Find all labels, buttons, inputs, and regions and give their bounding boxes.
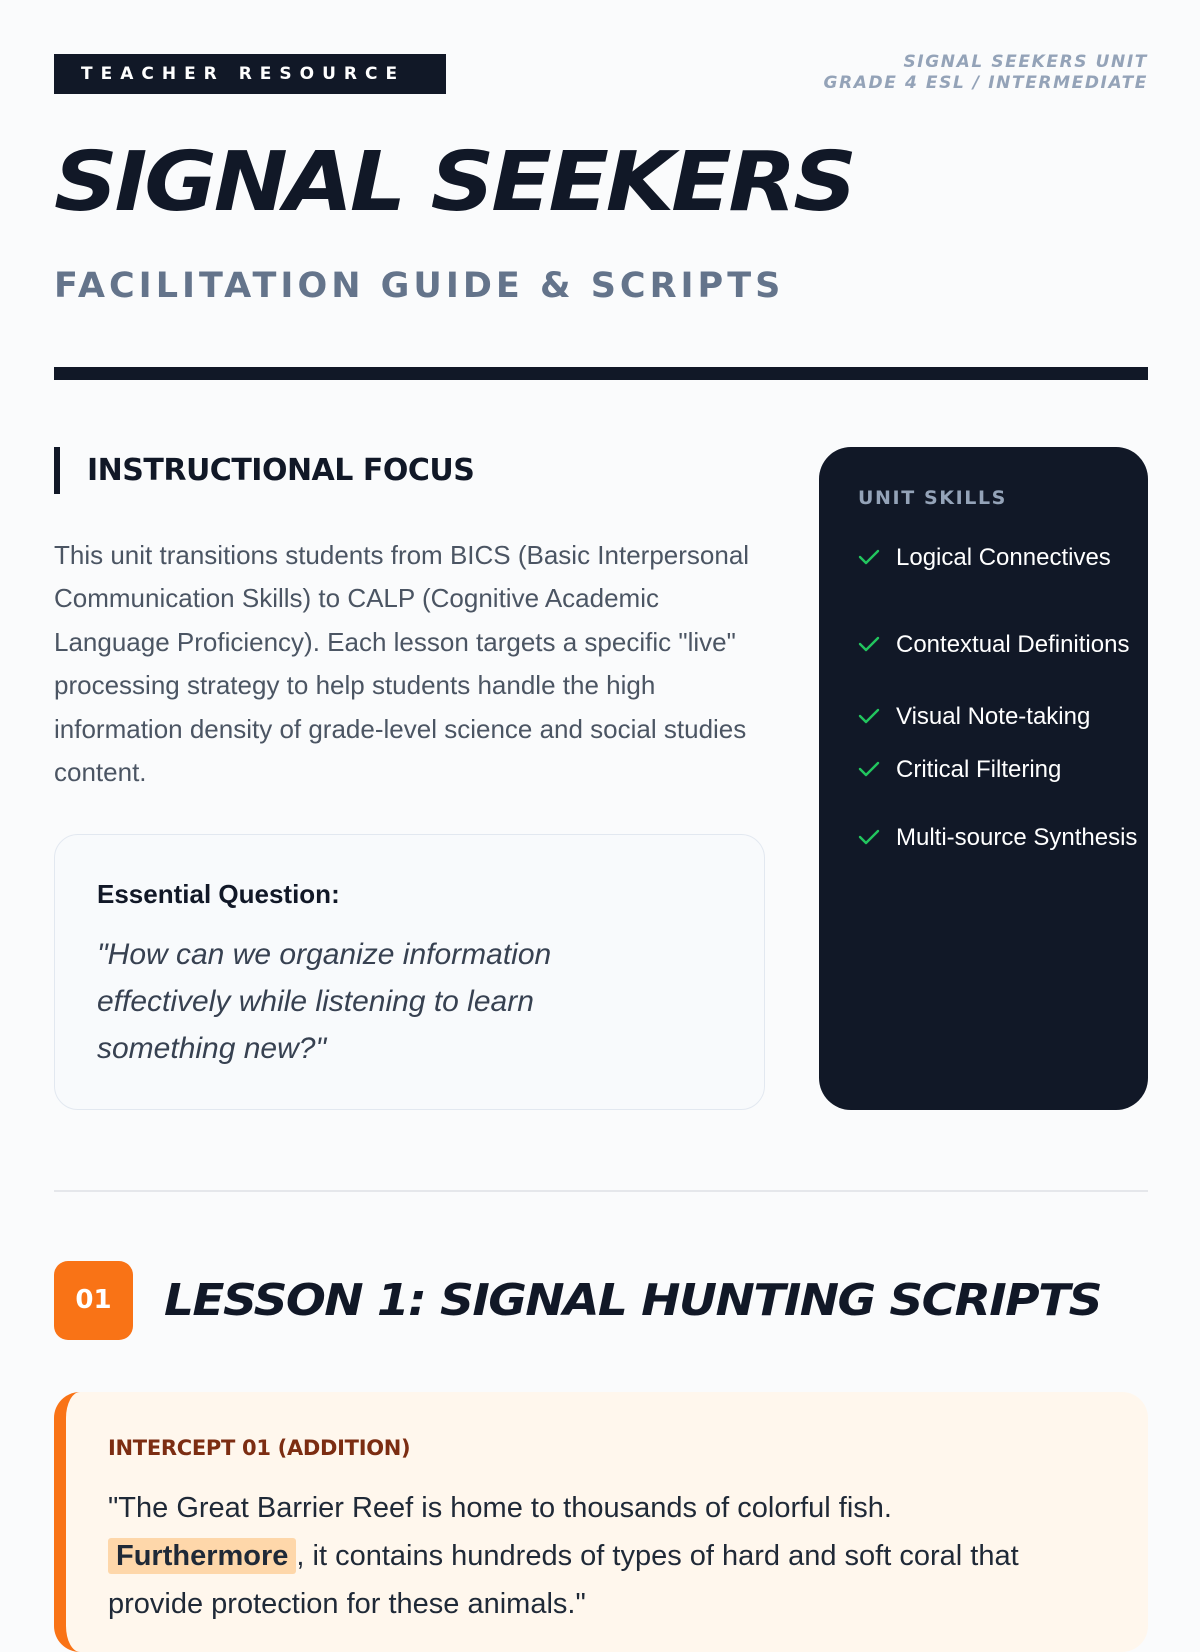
page-subtitle: FACILITATION GUIDE & SCRIPTS (54, 266, 785, 306)
check-icon (858, 758, 888, 782)
unit-grade: GRADE 4 ESL / INTERMEDIATE (823, 73, 1148, 93)
skill-item (858, 821, 1138, 855)
intercept-text-after: , it contains hundreds of types of hard and soft coral that provide protection for these animals." (108, 1540, 1019, 1620)
intercept-text-before: "The Great Barrier Reef is home to thousands of colorful fish. (108, 1492, 892, 1524)
page-title: SIGNAL SEEKERS (54, 135, 854, 230)
essential-question-label: Essential Question: (97, 879, 340, 909)
signal-word-highlight: Furthermore (108, 1538, 296, 1574)
lesson-number-badge: 01 (54, 1261, 133, 1340)
unit-name: SIGNAL SEEKERS UNIT (903, 52, 1148, 72)
essential-question-text: "How can we organize information effectively while listening to learn something new?" (97, 938, 552, 1065)
check-icon (858, 705, 888, 729)
skill-item (858, 628, 1138, 662)
instructional-focus-heading: INSTRUCTIONAL FOCUS (87, 453, 475, 488)
teacher-resource-page (54, 0, 1148, 1620)
check-icon (858, 633, 888, 657)
skill-item (858, 541, 1138, 575)
skill-item (858, 753, 1138, 787)
unit-skills-title: UNIT SKILLS (858, 487, 1007, 509)
skill-label: Critical Filtering (896, 756, 1062, 783)
section-divider (54, 1190, 1148, 1192)
lesson-title: LESSON 1: SIGNAL HUNTING SCRIPTS (164, 1275, 1101, 1326)
section-accent-bar (54, 447, 60, 494)
essential-question-card (54, 834, 765, 1110)
intercept-script (108, 1484, 1118, 1628)
instructional-focus-body: This unit transitions students from BICS (Basic Interpersonal Communication Skills) to CALP (Cognitive Academic Language Proficiency). Each lesson targets a specific "live" processing strategy to help students handle the high information density of grade-level science and social studies content. (54, 540, 750, 788)
check-icon (858, 546, 888, 570)
skill-label: Contextual Definitions (896, 631, 1130, 658)
teacher-resource-badge: TEACHER RESOURCE (54, 54, 446, 94)
unit-skills-card (819, 447, 1148, 1110)
skill-label: Multi-source Synthesis (896, 824, 1138, 851)
skill-label: Logical Connectives (896, 544, 1111, 571)
intercept-card (54, 1392, 1148, 1652)
title-divider (54, 367, 1148, 380)
check-icon (858, 826, 888, 850)
skill-label: Visual Note-taking (896, 703, 1091, 730)
unit-meta (824, 52, 1148, 94)
skill-item (858, 700, 1138, 734)
intercept-label: INTERCEPT 01 (ADDITION) (108, 1436, 411, 1460)
